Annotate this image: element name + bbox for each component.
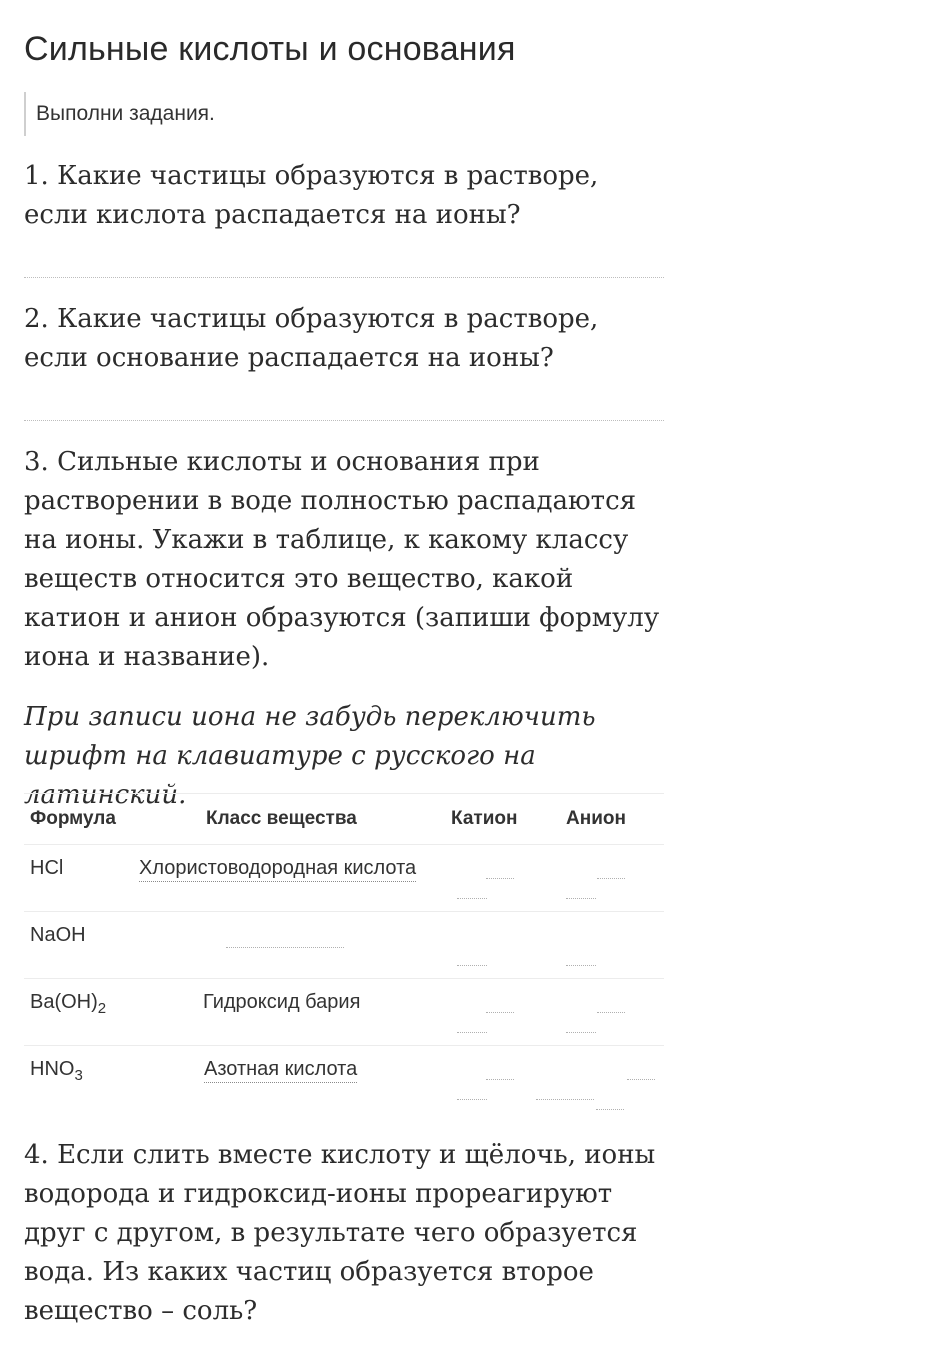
table-header-row xyxy=(24,793,664,845)
cation-name-blank[interactable] xyxy=(457,1032,487,1033)
question-1: 1. Какие частицы образуются в растворе, если кислота распадается на ионы? xyxy=(24,161,599,230)
question-2: 2. Какие частицы образуются в растворе, если основание распадается на ионы? xyxy=(24,304,599,373)
question-3: 3. Сильные кислоты и основания при растворении в воде полностью распадаются на ионы. Укажи в таблице, к какому классу веществ относится это вещество, какой катион и анион образуются (запиши формулу иона и название). xyxy=(24,447,660,672)
page-title: Сильные кислоты и основания xyxy=(24,30,516,68)
answer-field-1[interactable] xyxy=(24,277,664,278)
anion-formula-blank[interactable] xyxy=(597,1012,625,1013)
table-row xyxy=(24,845,664,912)
table-row xyxy=(24,912,664,979)
anion-extra-blank[interactable] xyxy=(596,1109,624,1110)
header-formula: Формула xyxy=(30,808,116,829)
table-row xyxy=(24,1046,664,1112)
anion-name-blank[interactable] xyxy=(566,898,596,899)
formula-cell: NaOH xyxy=(30,924,86,946)
instruction-text: Выполни задания. xyxy=(36,102,215,125)
anion-formula-blank[interactable] xyxy=(627,1079,655,1080)
table-row xyxy=(24,979,664,1046)
formula-cell: $HNO_3$ xyxy=(30,1058,83,1084)
class-answer-select[interactable]: Хлористоводородная кислота xyxy=(139,857,416,882)
anion-name-blank[interactable] xyxy=(566,1032,596,1033)
cation-formula-blank[interactable] xyxy=(486,878,514,879)
question-4: 4. Если слить вместе кислоту и щёлочь, ионы водорода и гидроксид-ионы прореагируют друг с другом, в результате чего образуется вода. Из каких частиц образуется второе вещество – соль? xyxy=(24,1140,656,1326)
ion-table xyxy=(24,793,664,1112)
keyboard-hint: При записи иона не забудь переключить шрифт на клавиатуре с русского на латинский. xyxy=(24,702,596,810)
anion-blank[interactable] xyxy=(566,965,596,966)
cation-formula-blank[interactable] xyxy=(486,1079,514,1080)
header-cation: Катион xyxy=(451,808,518,829)
instruction-quote xyxy=(24,92,215,136)
formula-cell: HCl xyxy=(30,857,64,879)
class-answer-select[interactable]: Гидроксид бария xyxy=(203,991,361,1013)
formula-cell: $Ba(OH)_2$ xyxy=(30,991,107,1017)
class-answer-select[interactable]: Азотная кислота xyxy=(204,1058,357,1083)
anion-name-blank[interactable] xyxy=(536,1099,594,1100)
cation-blank[interactable] xyxy=(457,965,487,966)
header-anion: Анион xyxy=(566,808,626,829)
cation-name-blank[interactable] xyxy=(457,898,487,899)
class-answer-blank[interactable] xyxy=(226,947,344,948)
header-class: Класс вещества xyxy=(206,808,357,829)
cation-name-blank[interactable] xyxy=(457,1099,487,1100)
answer-field-2[interactable] xyxy=(24,420,664,421)
anion-formula-blank[interactable] xyxy=(597,878,625,879)
cation-formula-blank[interactable] xyxy=(486,1012,514,1013)
